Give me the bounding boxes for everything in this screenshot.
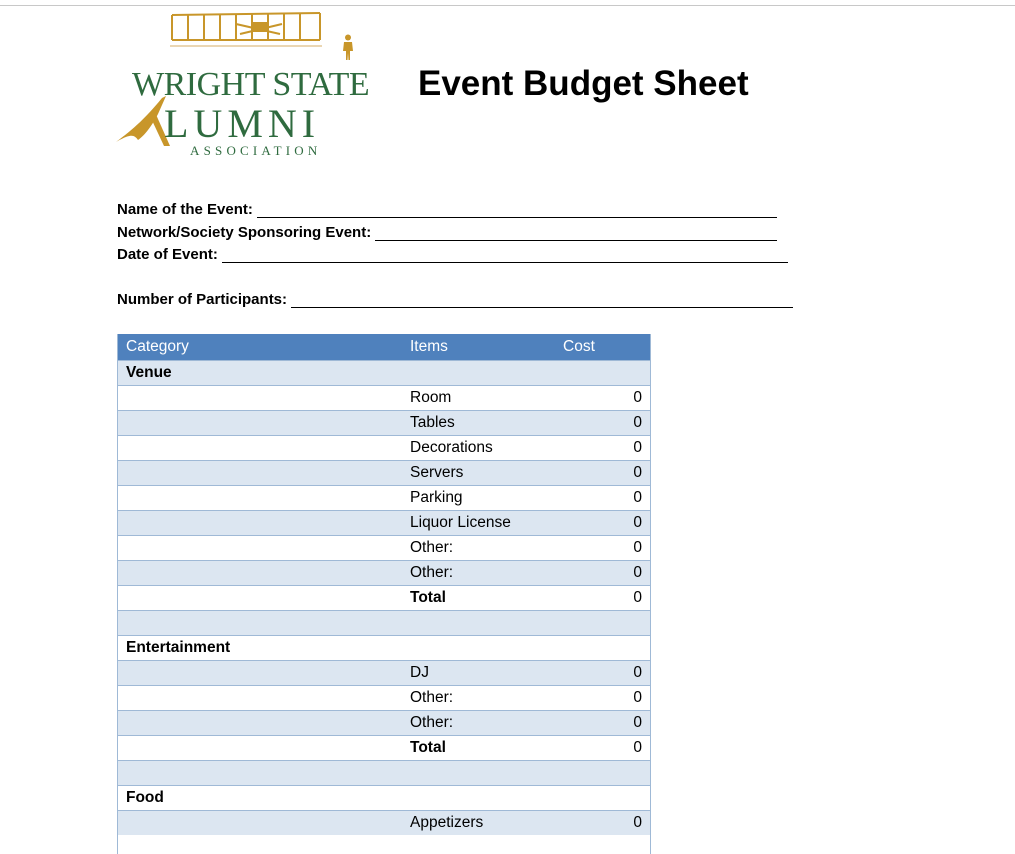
row-item: Decorations	[400, 435, 537, 460]
person-figure-icon	[342, 34, 354, 60]
row-cost[interactable]	[537, 610, 651, 635]
row-cost[interactable]: 0	[537, 810, 651, 835]
row-item: DJ	[400, 660, 537, 685]
table-row	[117, 535, 651, 560]
row-category	[117, 560, 400, 585]
row-category	[117, 535, 400, 560]
row-item: Other:	[400, 560, 537, 585]
row-category	[117, 510, 400, 535]
row-item	[400, 360, 537, 385]
table-row	[117, 610, 651, 635]
row-item: Appetizers	[400, 810, 537, 835]
row-category: Food	[117, 785, 400, 810]
table-row	[117, 560, 651, 585]
row-cost[interactable]: 0	[537, 410, 651, 435]
event-name-blank[interactable]	[257, 203, 777, 218]
table-row	[117, 385, 651, 410]
wright-state-alumni-logo	[112, 10, 392, 160]
row-cost[interactable]: 0	[537, 560, 651, 585]
participants-label: Number of Participants:	[117, 291, 288, 308]
table-row	[117, 585, 651, 610]
row-item: Room	[400, 385, 537, 410]
date-field	[117, 246, 788, 263]
logo-alumni-text: LUMNI	[164, 101, 321, 146]
row-cost[interactable]	[537, 360, 651, 385]
row-cost[interactable]: 0	[537, 460, 651, 485]
row-category	[117, 410, 400, 435]
row-item: Tables	[400, 410, 537, 435]
page-title: Event Budget Sheet	[418, 64, 749, 103]
row-cost[interactable]: 0	[537, 660, 651, 685]
table-row	[117, 710, 651, 735]
row-category	[117, 435, 400, 460]
row-category	[117, 585, 400, 610]
participants-blank[interactable]	[291, 293, 793, 308]
event-name-field	[117, 201, 777, 218]
row-cost[interactable]	[537, 785, 651, 810]
logo-association-text: ASSOCIATION	[190, 143, 322, 158]
logo-wright-state-text: WRIGHT STATE	[132, 66, 370, 103]
event-name-label: Name of the Event:	[117, 201, 253, 218]
row-item: Other:	[400, 535, 537, 560]
row-cost[interactable]: 0	[537, 535, 651, 560]
table-row	[117, 685, 651, 710]
table-row	[117, 735, 651, 760]
row-category	[117, 385, 400, 410]
row-item: Other:	[400, 710, 537, 735]
row-item: Liquor License	[400, 510, 537, 535]
row-item: Parking	[400, 485, 537, 510]
row-item	[400, 785, 537, 810]
header-items: Items	[400, 334, 537, 360]
wright-flyer-icon	[170, 10, 322, 48]
row-item: Total	[400, 735, 537, 760]
table-row	[117, 785, 651, 810]
row-category	[117, 460, 400, 485]
row-category: Entertainment	[117, 635, 400, 660]
table-row	[117, 460, 651, 485]
row-category	[117, 810, 400, 835]
row-category	[117, 710, 400, 735]
table-row	[117, 510, 651, 535]
row-category	[117, 610, 400, 635]
row-item: Servers	[400, 460, 537, 485]
table-row	[117, 635, 651, 660]
date-blank[interactable]	[222, 248, 788, 263]
row-item: Total	[400, 585, 537, 610]
sponsor-field	[117, 224, 777, 241]
row-item: Other:	[400, 685, 537, 710]
row-cost[interactable]: 0	[537, 585, 651, 610]
row-category	[117, 735, 400, 760]
table-row	[117, 360, 651, 385]
row-cost[interactable]: 0	[537, 710, 651, 735]
row-item	[400, 635, 537, 660]
row-cost[interactable]: 0	[537, 685, 651, 710]
row-cost[interactable]: 0	[537, 435, 651, 460]
row-cost[interactable]: 0	[537, 735, 651, 760]
sponsor-blank[interactable]	[375, 226, 777, 241]
budget-table	[117, 334, 651, 835]
row-cost[interactable]	[537, 635, 651, 660]
table-header-row	[117, 334, 651, 360]
table-row	[117, 810, 651, 835]
row-category	[117, 760, 400, 785]
table-row	[117, 435, 651, 460]
top-border	[0, 5, 1015, 6]
row-item	[400, 610, 537, 635]
table-row	[117, 410, 651, 435]
row-category: Venue	[117, 360, 400, 385]
row-cost[interactable]: 0	[537, 485, 651, 510]
table-row	[117, 485, 651, 510]
header-category: Category	[117, 334, 400, 360]
table-row	[117, 660, 651, 685]
header-cost: Cost	[537, 334, 651, 360]
row-category	[117, 485, 400, 510]
row-category	[117, 660, 400, 685]
row-cost[interactable]	[537, 760, 651, 785]
date-label: Date of Event:	[117, 246, 218, 263]
participants-field	[117, 291, 793, 308]
table-row	[117, 760, 651, 785]
row-cost[interactable]: 0	[537, 385, 651, 410]
row-category	[117, 685, 400, 710]
sponsor-label: Network/Society Sponsoring Event:	[117, 224, 372, 241]
row-cost[interactable]: 0	[537, 510, 651, 535]
row-item	[400, 760, 537, 785]
